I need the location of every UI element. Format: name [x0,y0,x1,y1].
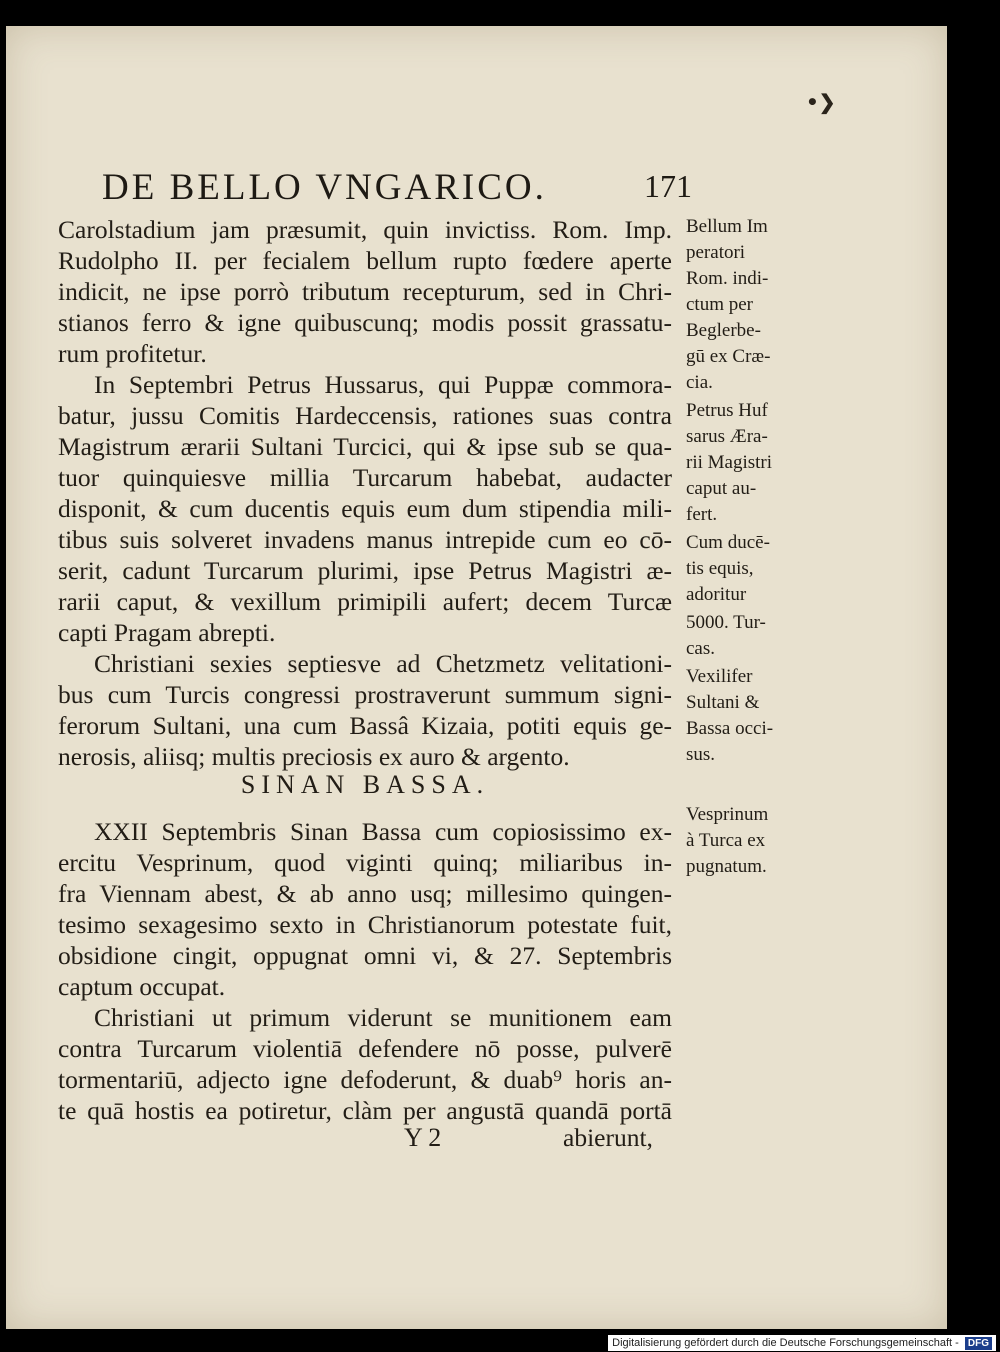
body-line: stianos ferro & igne quibuscunq; modis possit grassatu- [58,308,672,337]
body-line: disponit, & cum ducentis equis eum dum stipendia mili- [58,494,672,523]
body-line: rum profitetur. [58,339,207,368]
body-line: te quā hostis ea potiretur, clàm per angustā quandā portā [58,1096,672,1125]
body-line: Rudolpho II. per fecialem bellum rupto fœdere aperte [58,246,672,275]
body-line: capti Pragam abrepti. [58,618,276,647]
marginal-note: Vesprinum [686,804,769,825]
body-line: ferorum Sultani, una cum Bassâ Kizaia, potiti equis ge- [58,711,672,740]
marginal-note: cas. [686,638,716,659]
marginal-note: peratori [686,242,746,263]
body-line: nerosis, aliisq; multis preciosis ex auro & argento. [58,742,570,771]
marginal-note: caput au- [686,478,757,499]
body-line: Carolstadium jam præsumit, quin invictiss. Rom. Imp. [58,215,672,244]
body-line: contra Turcarum violentiā defendere nō posse, pulverē [58,1034,672,1063]
running-header [102,166,692,209]
body-line: indicit, ne ipse porrò tributum recepturum, sed in Chri- [58,277,672,306]
footer-text: Digitalisierung gefördert durch die Deutsche Forschungsgemeinschaft - [612,1337,959,1349]
body-line: fra Viennam abest, & ab anno usq; millesimo quingen- [58,879,672,908]
running-title: DE BELLO VNGARICO. [102,167,547,208]
marginal-note: Rom. indi- [686,268,769,289]
marginal-note: Beglerbe- [686,320,761,341]
marginal-note: 5000. Tur- [686,612,766,633]
body-line: tesimo sexagesimo sexto in Christianorum potestate fuit, [58,910,672,939]
body-line: tormentariū, adjecto igne defoderunt, & duab⁹ horis an- [58,1065,672,1094]
body-line: Magistrum ærarii Sultani Turcici, qui & ipse sub se qua- [58,432,672,461]
body-line: batur, jussu Comitis Hardeccensis, rationes suas contra [58,401,672,430]
marginal-note: gū ex Cræ- [686,346,771,367]
marginal-note: adoritur [686,584,747,605]
catchword: abierunt, [563,1123,653,1152]
marginal-note: ctum per [686,294,754,315]
marginal-note: rii Magistri [686,452,773,473]
marginal-note: à Turca ex [686,830,766,851]
body-line: captum occupat. [58,972,226,1001]
body-line: Christiani ut primum viderunt se munitionem eam [94,1003,672,1032]
body-line: obsidione cingit, oppugnat omni vi, & 27. Septembris [58,941,672,970]
body-line: ercitu Vesprinum, quod viginti quinq; miliaribus in- [58,848,672,877]
marginal-note: Petrus Huf [686,400,768,421]
funding-footer [608,1335,996,1351]
section-title: SINAN BASSA. [240,770,490,799]
marginal-note: Bellum Im [686,216,768,237]
body-line: serit, cadunt Turcarum plurimi, ipse Petrus Magistri æ- [58,556,672,585]
marginal-note: pugnatum. [686,856,767,877]
marginal-note: Cum ducē- [686,532,770,553]
body-line: rarii caput, & vexillum primipili aufert; decem Turcæ [58,587,672,616]
body-line: tuor quinquiesve millia Turcarum habebat, audacter [58,463,672,492]
marginal-note: sus. [686,744,716,765]
body-line: XXII Septembris Sinan Bassa cum copiosissimo ex- [94,817,672,846]
marginal-note: sarus Æra- [686,426,768,447]
body-line: bus cum Turcis congressi prostraverunt summum signi- [58,680,672,709]
corner-mark: •❯ [806,90,836,114]
marginal-note: Sultani & [686,692,760,713]
dfg-logo: DFG [965,1337,992,1350]
book-page [6,26,947,1329]
page-number: 171 [644,168,692,204]
body-line: In Septembri Petrus Hussarus, qui Puppæ commora- [94,370,672,399]
body-line: tibus suis solveret invadens manus intrepide cum eo cō- [58,525,672,554]
marginal-note: Vexilifer [686,666,753,687]
marginal-note: cia. [686,372,713,393]
body-line: Christiani sexies septiesve ad Chetzmetz velitationi- [94,649,672,678]
marginal-note: fert. [686,504,718,525]
marginal-note: Bassa occi- [686,718,774,739]
marginal-note: tis equis, [686,558,754,579]
signature-mark: Y 2 [404,1123,442,1152]
